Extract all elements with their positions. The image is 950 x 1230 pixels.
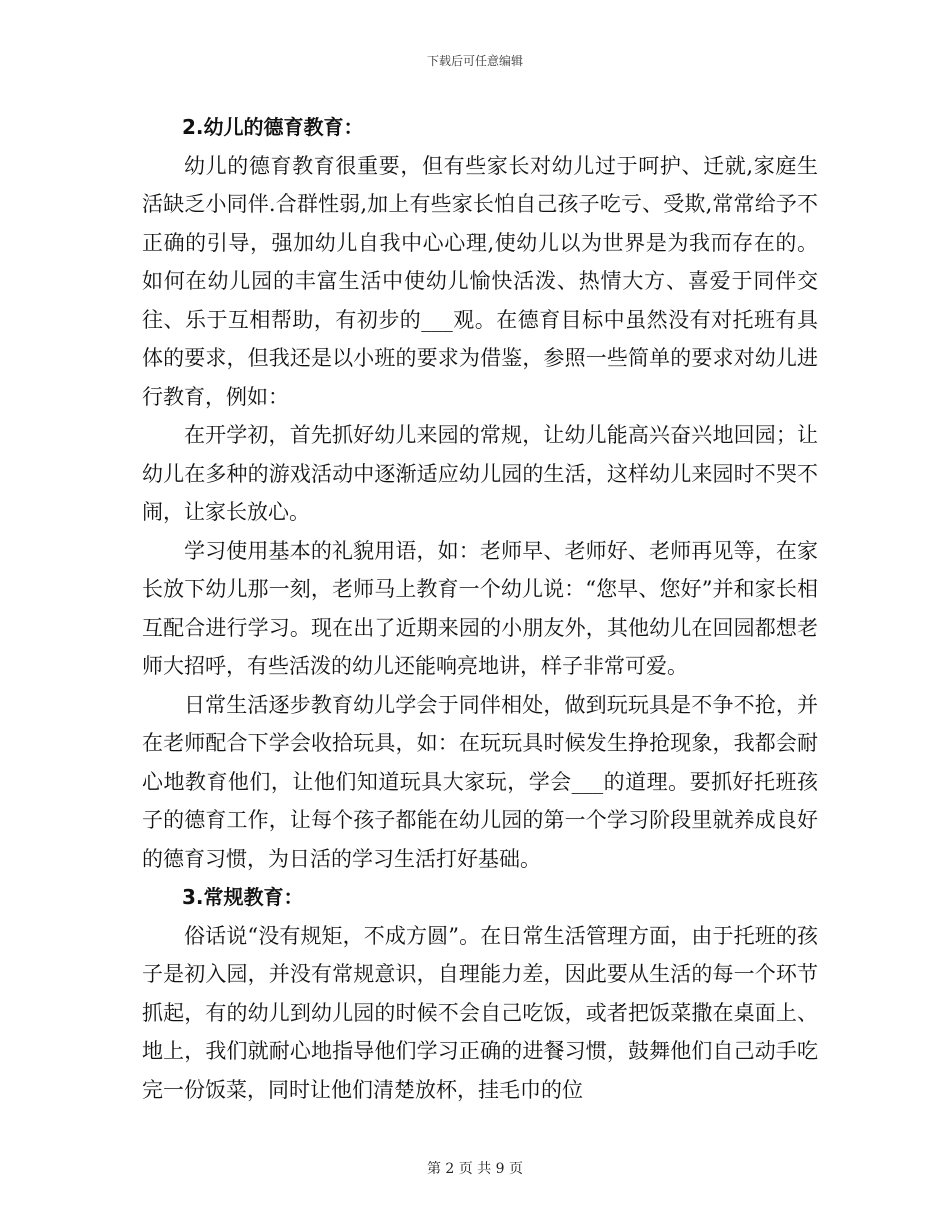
paragraph: 幼儿的德育教育很重要，但有些家长对幼儿过于呵护、迁就,家庭生活缺乏小同伴.合群性弱,加上有些家长怕自己孩子吃亏、受欺,常常给予不正确的引导，强加幼儿自我中心心理,使幼儿以为世界是为我而存在的。如何在幼儿园的丰富生活中使幼儿愉快活泼、热情大方、喜爱于同伴交往、乐于互相帮助，有初步的___观。在德育目标中虽然没有对托班有具体的要求，但我还是以小班的要求为借鉴，参照一些简单的要求对幼儿进行教育，例如： bbox=[142, 153, 818, 409]
paragraph: 在开学初，首先抓好幼儿来园的常规，让幼儿能高兴奋兴地回园；让幼儿在多种的游戏活动中逐渐适应幼儿园的生活，这样幼儿来园时不哭不闹，让家长放心。 bbox=[142, 423, 818, 524]
section-heading-moral-education: 2.幼儿的德育教育： bbox=[182, 115, 364, 139]
paragraph: 俗话说“没有规矩，不成方圆”。在日常生活管理方面，由于托班的孩子是初入园，并没有常规意识，自理能力差，因此要从生活的每一个环节抓起，有的幼儿到幼儿园的时候不会自己吃饭，或者把饭菜撒在桌面上、地上，我们就耐心地指导他们学习正确的进餐习惯，鼓舞他们自己动手吃完一份饭菜，同时让他们清楚放杯，挂毛巾的位 bbox=[142, 923, 818, 1102]
page-header: 下载后可任意编辑 bbox=[426, 54, 523, 68]
paragraph: 日常生活逐步教育幼儿学会于同伴相处，做到玩玩具是不争不抢，并在老师配合下学会收拾玩具，如：在玩玩具时候发生挣抢现象，我都会耐心地教育他们，让他们知道玩具大家玩，学会___的道理。要抓好托班孩子的德育工作，让每个孩子都能在幼儿园的第一个学习阶段里就养成良好的德育习惯，为日活的学习生活打好基础。 bbox=[142, 692, 818, 871]
document-body bbox=[142, 108, 818, 1109]
page-footer: 第 2 页 共 9 页 bbox=[426, 1161, 524, 1177]
paragraph: 学习使用基本的礼貌用语，如：老师早、老师好、老师再见等，在家长放下幼儿那一刻，老师马上教育一个幼儿说：“您早、您好”并和家长相互配合进行学习。现在出了近期来园的小朋友外，其他幼儿在回园都想老师大招呼，有些活泼的幼儿还能响亮地讲，样子非常可爱。 bbox=[142, 538, 818, 678]
section-heading-routine-education: 3.常规教育： bbox=[182, 885, 304, 909]
